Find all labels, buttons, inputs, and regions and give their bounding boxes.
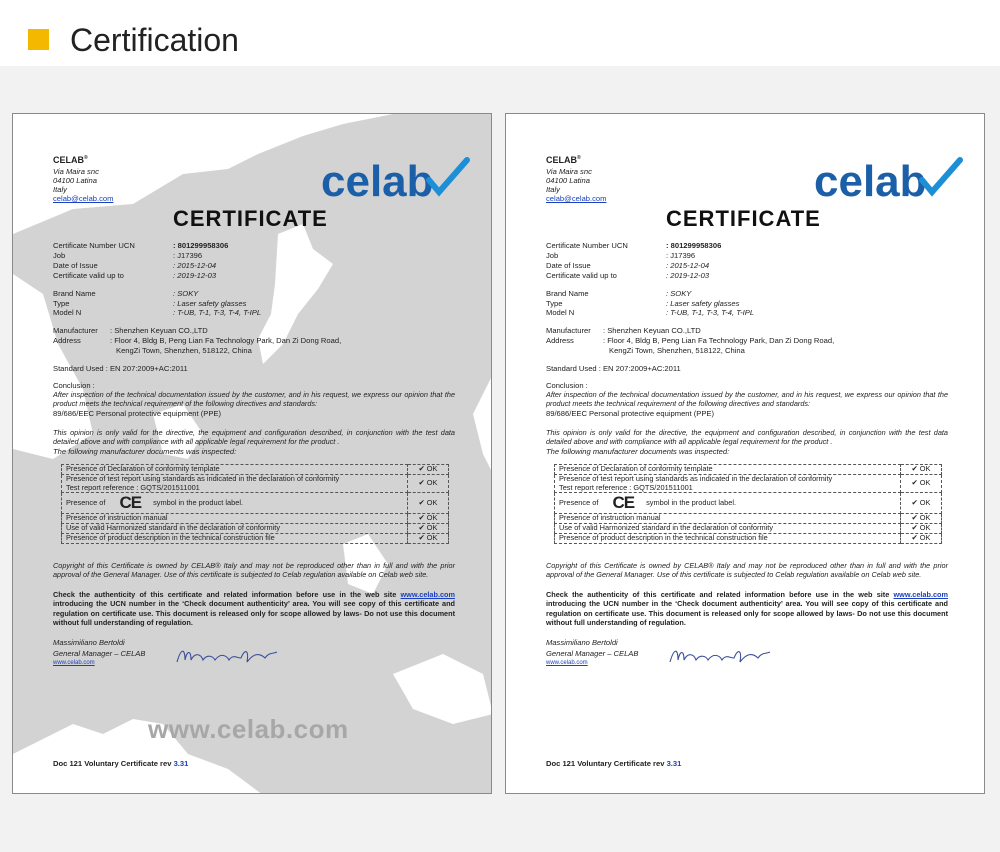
directive: 89/686/EEC Personal protective equipment (PPE) [546,409,714,418]
website-watermark: www.celab.com [148,714,349,744]
svg-text:celab: celab [814,157,927,202]
issuer-city: 04100 Latina [53,176,97,185]
table-row [555,493,942,514]
issuer-email-link[interactable]: celab@celab.com [53,194,114,203]
inspected-text: The following manufacturer documents was inspected: [53,447,237,456]
address-label: Address [53,336,81,345]
product-value: : SOKY [173,289,199,298]
product-label: Type [546,299,563,308]
document-footer: Doc 121 Voluntary Certificate rev 3.31 [546,759,682,768]
issuer-email-link[interactable]: celab@celab.com [546,194,607,203]
square-bullet-icon [28,29,49,50]
page-title: Certification [70,22,239,58]
signer-title: General Manager – CELAB [53,649,146,658]
ok-status: ✔ OK [901,493,942,514]
product-label: Model N [53,308,82,317]
ok-status: ✔ OK [901,534,942,544]
manufacturer-label: Manufacturer [546,326,591,335]
manufacturer-value: : Shenzhen Keyuan CO.,LTD [603,326,701,335]
svg-text:celab: celab [321,157,434,202]
ok-status: ✔ OK [408,493,449,514]
product-value: : SOKY [666,289,692,298]
ok-status: ✔ OK [408,465,449,475]
field-value: : J17396 [173,251,203,260]
conclusion-label: Conclusion : [53,381,95,390]
field-label: Job [53,251,66,260]
ok-status: ✔ OK [901,474,942,493]
copyright-text: Copyright of this Certificate is owned by CELAB® Italy and may not be reproduced other than in full and with the prior approval of the General Manager. Use of this certificate is subjected to Celab regulation available on Celab web site. [546,561,948,580]
product-value: : T-UB, T-1, T-3, T-4, T-IPL [666,308,755,317]
ok-status: ✔ OK [408,524,449,534]
field-label: Job [546,251,559,260]
celab-logo-icon [321,152,471,202]
field-label: Certificate Number UCN [53,241,135,250]
product-value: : Laser safety glasses [173,299,247,308]
standard-used: Standard Used : EN 207:2009+AC:2011 [546,364,681,373]
address-line: KengZi Town, Shenzhen, 518122, China [116,346,252,355]
checklist-item: Presence of instruction manual [62,514,408,524]
table-row [62,493,449,514]
ok-status: ✔ OK [408,514,449,524]
signer-name: Massimiliano Bertoldi [53,638,125,647]
opinion-text: This opinion is only valid for the directive, the equipment and configuration described, in conjunction with the test data detailed above and with compliance with all applicable legal requirement for the product . [53,428,455,447]
field-value: : J17396 [666,251,696,260]
issuer-city: 04100 Latina [546,176,590,185]
field-value: : 2015-12-04 [666,261,710,270]
checklist-item: Presence of instruction manual [555,514,901,524]
table-row [62,474,449,493]
field-value: : 2019-12-03 [173,271,217,280]
opinion-text: This opinion is only valid for the directive, the equipment and configuration described, in conjunction with the test data detailed above and with compliance with all applicable legal requirement for the product . [546,428,948,447]
inspection-checklist [61,464,449,544]
product-label: Brand Name [53,289,96,298]
field-value: : 2015-12-04 [173,261,217,270]
celab-website-link[interactable]: www.celab.com [400,590,455,599]
field-value: : 2019-12-03 [666,271,710,280]
ok-status: ✔ OK [901,465,942,475]
certificate-title: CERTIFICATE [173,206,328,231]
checklist-item: Presence of test report using standards as indicated in the declaration of conformity Test report reference : GQTS/201511001 [62,474,408,493]
page-header [0,0,1000,66]
document-footer: Doc 121 Voluntary Certificate rev 3.31 [53,759,189,768]
checklist-item: Presence of CE symbol in the product label. [555,493,901,514]
issuer-country: Italy [53,185,67,194]
standard-used: Standard Used : EN 207:2009+AC:2011 [53,364,188,373]
ok-status: ✔ OK [901,514,942,524]
inspected-text: The following manufacturer documents was inspected: [546,447,730,456]
product-label: Brand Name [546,289,589,298]
signer-website-link[interactable]: www.celab.com [53,660,95,666]
checklist-item: Presence of CE symbol in the product label. [62,493,408,514]
table-row [555,474,942,493]
ok-status: ✔ OK [901,524,942,534]
checklist-item: Presence of test report using standards as indicated in the declaration of conformity Test report reference : GQTS/201511001 [555,474,901,493]
ok-status: ✔ OK [408,474,449,493]
issuer-name: CELAB® [53,155,88,165]
table-row [555,534,942,544]
celab-logo-icon [814,152,964,202]
checklist-item: Presence of Declaration of conformity template [555,465,901,475]
issuer-street: Via Maira snc [53,167,99,176]
product-label: Type [53,299,70,308]
address-line: KengZi Town, Shenzhen, 518122, China [609,346,745,355]
field-value: : 801299958306 [666,241,722,250]
field-label: Date of Issue [546,261,591,270]
issuer-street: Via Maira snc [546,167,592,176]
ce-mark-icon: CE [119,493,142,513]
manufacturer-value: : Shenzhen Keyuan CO.,LTD [110,326,208,335]
directive: 89/686/EEC Personal protective equipment (PPE) [53,409,221,418]
checklist-item: Presence of product description in the technical construction file [555,534,901,544]
ok-status: ✔ OK [408,534,449,544]
authenticity-text: Check the authenticity of this certificate and related information before use in the web site www.celab.com introducing the UCN number in the ‘Check document authenticity’ area. You will see copy of this certificate and regulation on certificate use. This document is released only for scope allowed by laws- Do not use this document without full understanding of regulation. [53,590,455,628]
checklist-item: Presence of product description in the technical construction file [62,534,408,544]
manufacturer-label: Manufacturer [53,326,98,335]
checklist-item: Use of valid Harmonized standard in the declaration of conformity [62,524,408,534]
issuer-name: CELAB® [546,155,581,165]
conclusion-text: After inspection of the technical documentation issued by the customer, and in his request, we express our opinion that the product meets the technical requirement of the following directives and standards: [546,390,948,409]
field-label: Date of Issue [53,261,98,270]
certificate-document-left [12,113,492,794]
authenticity-text: Check the authenticity of this certificate and related information before use in the web site www.celab.com introducing the UCN number in the ‘Check document authenticity’ area. You will see copy of this certificate and regulation on certificate use. This document is released only for scope allowed by laws- Do not use this document without full understanding of regulation. [546,590,948,628]
signature-icon [666,642,776,670]
table-row [62,534,449,544]
inspection-checklist [554,464,942,544]
field-label: Certificate valid up to [546,271,617,280]
conclusion-label: Conclusion : [546,381,588,390]
issuer-country: Italy [546,185,560,194]
signature-icon [173,642,283,670]
field-value: : 801299958306 [173,241,229,250]
conclusion-text: After inspection of the technical documentation issued by the customer, and in his request, we express our opinion that the product meets the technical requirement of the following directives and standards: [53,390,455,409]
certificate-title: CERTIFICATE [666,206,821,231]
checklist-item: Presence of Declaration of conformity template [62,465,408,475]
product-label: Model N [546,308,575,317]
signer-name: Massimiliano Bertoldi [546,638,618,647]
signer-title: General Manager – CELAB [546,649,639,658]
signer-website-link[interactable]: www.celab.com [546,660,588,666]
certificate-document-right [505,113,985,794]
checklist-item: Use of valid Harmonized standard in the declaration of conformity [555,524,901,534]
address-line: : Floor 4, Bldg B, Peng Lian Fa Technology Park, Dan Zi Dong Road, [110,336,342,345]
product-value: : T-UB, T-1, T-3, T-4, T-IPL [173,308,262,317]
field-label: Certificate Number UCN [546,241,628,250]
ce-mark-icon: CE [612,493,635,513]
address-label: Address [546,336,574,345]
product-value: : Laser safety glasses [666,299,740,308]
celab-website-link[interactable]: www.celab.com [893,590,948,599]
field-label: Certificate valid up to [53,271,124,280]
address-line: : Floor 4, Bldg B, Peng Lian Fa Technology Park, Dan Zi Dong Road, [603,336,835,345]
copyright-text: Copyright of this Certificate is owned by CELAB® Italy and may not be reproduced other than in full and with the prior approval of the General Manager. Use of this certificate is subjected to Celab regulation available on Celab web site. [53,561,455,580]
